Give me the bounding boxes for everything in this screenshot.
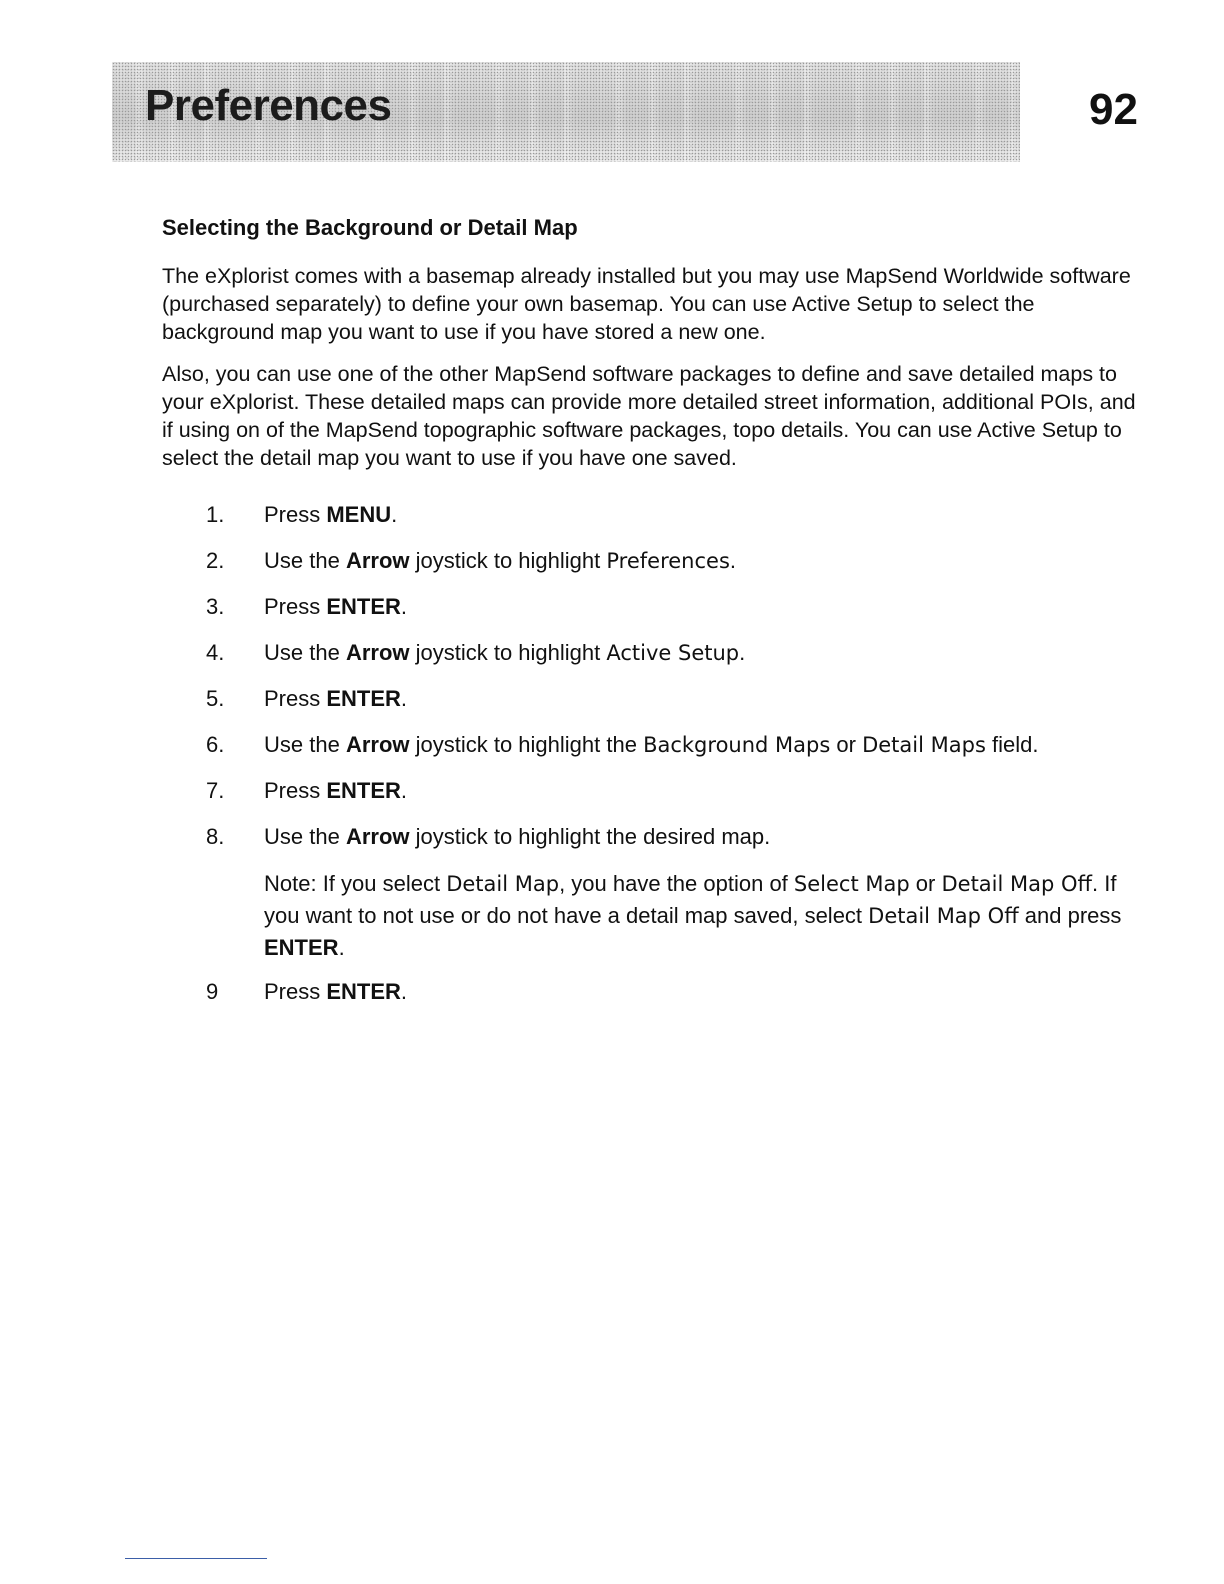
footer-rule bbox=[125, 1558, 267, 1559]
key-arrow: Arrow bbox=[345, 640, 410, 665]
step-item: 8. Use the Arrow joystick to highlight the desired map. bbox=[206, 822, 1146, 852]
ui-term-preferences: Preferences bbox=[606, 549, 730, 573]
key-enter: ENTER bbox=[264, 935, 339, 960]
step-number: 5. bbox=[206, 686, 225, 711]
step-number: 4. bbox=[206, 640, 225, 665]
main-content bbox=[162, 212, 1147, 486]
ui-term-detail-maps: Detail Maps bbox=[862, 733, 986, 757]
step-number: 3. bbox=[206, 594, 225, 619]
ui-term-detail-map-off: Detail Map Off bbox=[868, 904, 1019, 928]
ui-term-detail-map: Detail Map bbox=[446, 872, 560, 896]
key-menu: MENU bbox=[326, 502, 392, 527]
paragraph-intro: The eXplorist comes with a basemap already installed but you may use MapSend Worldwide software (purchased separately) to define your own basemap. You can use Active Setup to select the background map you want to use if you have stored a new one. bbox=[162, 264, 1131, 344]
key-arrow: Arrow bbox=[345, 548, 410, 573]
subheading: Selecting the Background or Detail Map bbox=[162, 215, 578, 240]
note: Note: If you select Detail Map, you have the option of Select Map or Detail Map Off. If you want to not use or do not have a detail map saved, select Detail Map Off and press ENTER. bbox=[264, 871, 1122, 960]
key-enter: ENTER bbox=[326, 778, 401, 803]
step-item: 1. Press MENU. bbox=[206, 500, 1146, 530]
step-number: 7. bbox=[206, 778, 225, 803]
step-number: 1. bbox=[206, 502, 225, 527]
key-arrow: Arrow bbox=[345, 824, 410, 849]
key-enter: ENTER bbox=[326, 686, 401, 711]
key-enter: ENTER bbox=[326, 979, 401, 1004]
step-item: 7. Press ENTER. bbox=[206, 776, 1146, 806]
step-number: 9 bbox=[206, 979, 219, 1004]
step-item: 6. Use the Arrow joystick to highlight the Background Maps or Detail Maps field. bbox=[206, 730, 1146, 760]
step-number: 8. bbox=[206, 824, 225, 849]
step-item: 3. Press ENTER. bbox=[206, 592, 1146, 622]
step-number: 6. bbox=[206, 732, 225, 757]
steps-list bbox=[206, 500, 1146, 1023]
ui-term-select-map: Select Map bbox=[793, 872, 910, 896]
step-item: 5. Press ENTER. bbox=[206, 684, 1146, 714]
step-item: 9 Press ENTER. bbox=[206, 977, 1146, 1007]
paragraph-detail-maps: Also, you can use one of the other MapSend software packages to define and save detailed maps to your eXplorist. These detailed maps can provide more detailed street information, additional POIs, and if using on of the MapSend topographic software packages, topo details. You can use Active Setup to select the detail map you want to use if you have one saved. bbox=[162, 362, 1136, 470]
key-enter: ENTER bbox=[326, 594, 401, 619]
ui-term-background-maps: Background Maps bbox=[643, 733, 831, 757]
step-item: 4. Use the Arrow joystick to highlight Active Setup. bbox=[206, 638, 1146, 668]
step-number: 2. bbox=[206, 548, 225, 573]
page-number: 92 bbox=[1089, 85, 1138, 134]
section-title: Preferences bbox=[145, 81, 392, 130]
key-arrow: Arrow bbox=[345, 732, 410, 757]
step-item: 2. Use the Arrow joystick to highlight Preferences. bbox=[206, 546, 1146, 576]
ui-term-detail-map-off: Detail Map Off bbox=[941, 872, 1093, 896]
ui-term-active-setup: Active Setup bbox=[606, 641, 740, 665]
